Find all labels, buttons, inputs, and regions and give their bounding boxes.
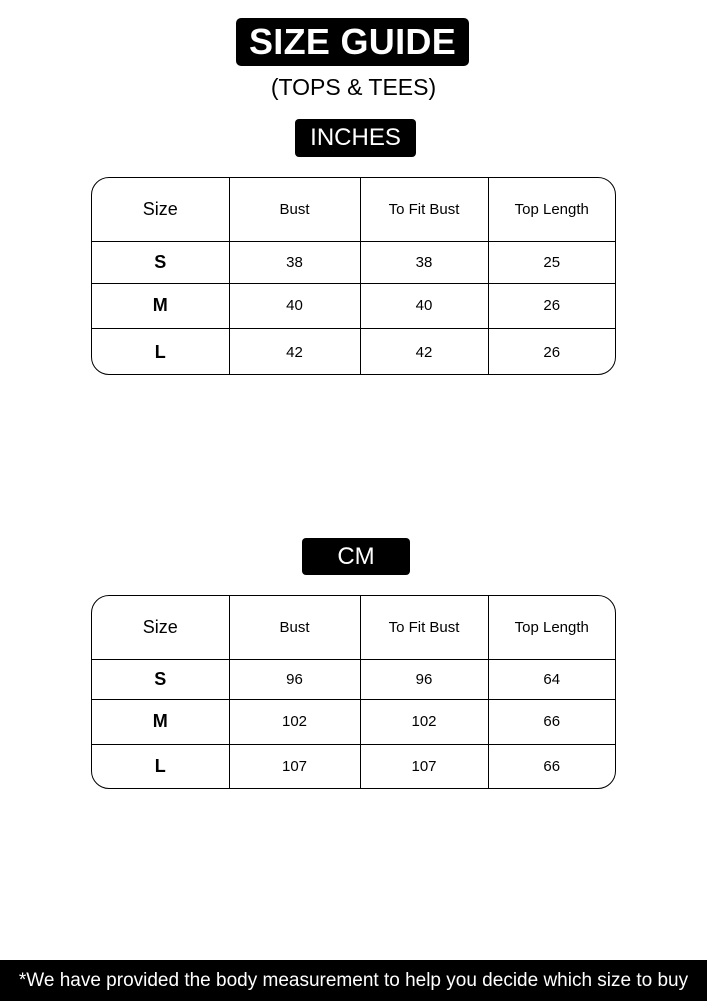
top-length-cell: 66 — [488, 744, 615, 788]
page-subtitle: (TOPS & TEES) — [270, 74, 437, 100]
header-top-length: Top Length — [488, 596, 615, 659]
to-fit-bust-cell: 96 — [360, 659, 488, 699]
bust-cell: 42 — [229, 328, 360, 375]
size-cell: L — [92, 328, 229, 375]
size-table-cm — [91, 595, 616, 789]
top-length-cell: 66 — [488, 699, 615, 744]
bust-cell: 38 — [229, 241, 360, 283]
footer-note: *We have provided the body measurement to help you decide which size to buy — [0, 960, 707, 1001]
to-fit-bust-cell: 102 — [360, 699, 488, 744]
to-fit-bust-cell: 107 — [360, 744, 488, 788]
to-fit-bust-cell: 42 — [360, 328, 488, 375]
size-cell: L — [92, 744, 229, 788]
top-length-cell: 64 — [488, 659, 615, 699]
table-row — [92, 744, 615, 788]
to-fit-bust-cell: 40 — [360, 283, 488, 328]
bust-cell: 40 — [229, 283, 360, 328]
table-row — [92, 659, 615, 699]
size-cell: S — [92, 659, 229, 699]
size-cell: S — [92, 241, 229, 283]
table-row — [92, 328, 615, 375]
page-title: SIZE GUIDE — [236, 18, 469, 66]
header-to-fit-bust: To Fit Bust — [360, 596, 488, 659]
table-row — [92, 699, 615, 744]
top-length-cell: 26 — [488, 283, 615, 328]
header-size: Size — [92, 178, 229, 241]
header-top-length: Top Length — [488, 178, 615, 241]
header-size: Size — [92, 596, 229, 659]
table-row — [92, 283, 615, 328]
size-table-inches — [91, 177, 616, 375]
unit-label-inches: INCHES — [295, 119, 416, 157]
unit-label-cm: CM — [302, 538, 410, 575]
size-cell: M — [92, 283, 229, 328]
size-cell: M — [92, 699, 229, 744]
bust-cell: 102 — [229, 699, 360, 744]
table-row — [92, 241, 615, 283]
bust-cell: 96 — [229, 659, 360, 699]
bust-cell: 107 — [229, 744, 360, 788]
top-length-cell: 26 — [488, 328, 615, 375]
top-length-cell: 25 — [488, 241, 615, 283]
header-bust: Bust — [229, 178, 360, 241]
header-to-fit-bust: To Fit Bust — [360, 178, 488, 241]
header-bust: Bust — [229, 596, 360, 659]
to-fit-bust-cell: 38 — [360, 241, 488, 283]
